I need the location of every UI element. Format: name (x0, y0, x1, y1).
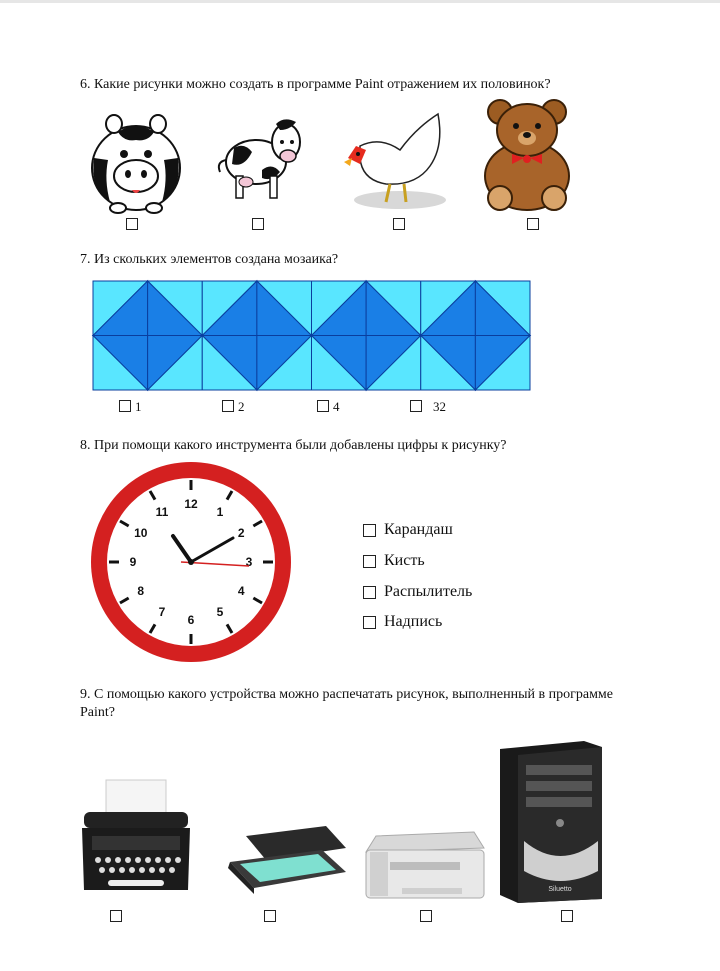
teddy-bear-image (478, 98, 576, 212)
q8-checkbox-2[interactable] (363, 555, 376, 568)
clock-number: 12 (184, 497, 198, 511)
clock-number: 4 (237, 584, 245, 598)
q6-checkbox-1[interactable] (126, 218, 138, 230)
q7-checkbox-2[interactable] (222, 400, 234, 412)
q8-checkbox-4[interactable] (363, 616, 376, 629)
clock-number: 10 (134, 526, 148, 540)
q6-checkbox-3[interactable] (393, 218, 405, 230)
typewriter-image (78, 780, 194, 902)
clock-number: 6 (187, 613, 195, 627)
cow-face-image (88, 110, 184, 214)
clock-number: 1 (216, 504, 224, 519)
chicken-image (340, 106, 454, 210)
q7-checkbox-4[interactable] (410, 400, 422, 412)
question-9: 9. С помощью какого устройства можно распечатать рисунок, выполненный в программе Paint? (80, 687, 614, 720)
printer-image (362, 828, 488, 902)
clock-image (86, 457, 296, 667)
q9-checkbox-2[interactable] (264, 910, 276, 922)
q7-option-2: 2 (238, 399, 245, 414)
q8-checkbox-1[interactable] (363, 524, 376, 537)
q7-checkbox-1[interactable] (119, 400, 131, 412)
q8-option-4[interactable]: Надпись (363, 613, 442, 631)
q8-checkbox-3[interactable] (363, 586, 376, 599)
cow-image (214, 112, 310, 204)
q7-option-3: 4 (333, 399, 340, 414)
pc-brand-label: Siluetto (548, 886, 572, 893)
q9-checkbox-4[interactable] (561, 910, 573, 922)
clock-number: 5 (216, 605, 224, 620)
q7-checkbox-3[interactable] (317, 400, 329, 412)
mosaic (93, 281, 530, 390)
clock-number: 9 (129, 555, 137, 569)
q9-checkbox-1[interactable] (110, 910, 122, 922)
clock-number: 8 (137, 584, 145, 598)
q6-checkbox-4[interactable] (527, 218, 539, 230)
clock-number: 2 (237, 526, 245, 540)
scanner-image (226, 826, 348, 896)
clock-number: 7 (158, 605, 166, 620)
q8-option-3[interactable]: Распылитель (363, 583, 472, 601)
q7-option-1: 1 (135, 399, 142, 414)
clock-number: 3 (245, 555, 253, 569)
question-6: 6. Какие рисунки можно создать в программе Paint отражением их половинок? (80, 77, 551, 92)
q9-checkbox-3[interactable] (420, 910, 432, 922)
pc-tower-image (500, 741, 602, 903)
question-8: 8. При помощи какого инструмента были добавлены цифры к рисунку? (80, 438, 507, 453)
question-7: 7. Из скольких элементов создана мозаика? (80, 252, 339, 267)
q7-option-4: 32 (433, 399, 446, 414)
q6-checkbox-2[interactable] (252, 218, 264, 230)
q8-option-2[interactable]: Кисть (363, 552, 425, 570)
clock-center (188, 559, 194, 565)
top-edge (0, 0, 720, 3)
q8-option-1[interactable]: Карандаш (363, 521, 453, 539)
clock-number: 11 (155, 504, 169, 519)
